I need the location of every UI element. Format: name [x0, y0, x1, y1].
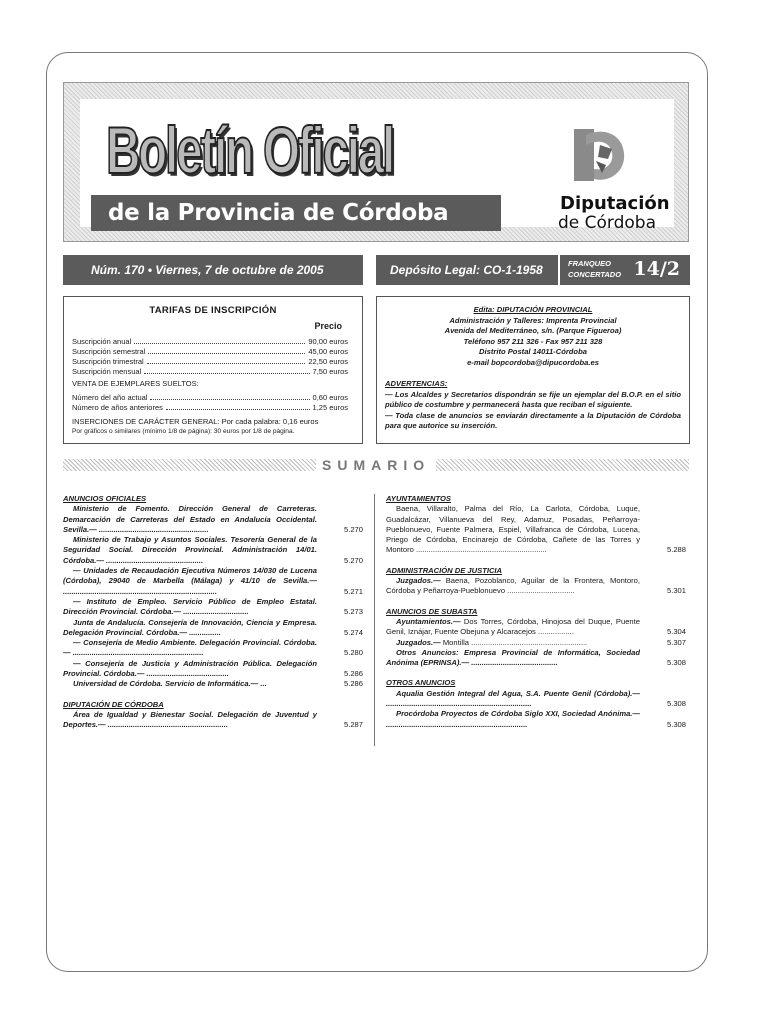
sumario-entry[interactable] — [386, 709, 686, 730]
sumario-entry[interactable] — [63, 659, 363, 680]
entry-text: — Unidades de Recaudación Ejecutiva Números 14/030 de Lucena (Córdoba), 29040 de Marbella (Málaga) y 41/10 de Sevilla.— ......................................................................... — [63, 566, 317, 596]
entry-text: Dos Torres, Córdoba, Hinojosa del Duque, Puente Genil, Iznájar, Fuente Obejuna y Alcaracejos ................. — [386, 616, 640, 637]
rate-label: Número de años anteriores — [72, 403, 163, 412]
rate-label: Suscripción anual — [72, 337, 132, 346]
sumario-entry[interactable] — [386, 504, 686, 555]
sumario-entry[interactable] — [386, 617, 686, 638]
venta-title: VENTA DE EJEMPLARES SUELTOS: — [72, 379, 199, 388]
franqueo-line-2: CONCERTADO — [568, 270, 622, 279]
page-number: 5.274 — [343, 627, 363, 637]
franqueo-code: 14/2 — [633, 258, 680, 280]
sumario-entry[interactable] — [63, 535, 363, 566]
issuer-name: Diputación — [560, 193, 670, 214]
inserciones-note: INSERCIONES DE CARÁCTER GENERAL: Por cada palabra: 0,16 euros — [72, 417, 319, 426]
rate-label: Suscripción semestral — [72, 347, 146, 356]
sumario-entry[interactable] — [386, 689, 686, 710]
rate-row — [72, 367, 348, 377]
entry-text: Procórdoba Proyectos de Córdoba Siglo XXI, Sociedad Anónima.— ................................................................... — [386, 709, 640, 729]
entry-text: Universidad de Córdoba. Servicio de Informática.— ... — [73, 679, 267, 689]
entry-text: Otros Anuncios: Empresa Provincial de Informática, Sociedad Anónima (EPRINSA).— ......................................... — [386, 647, 640, 668]
sumario-entry[interactable] — [63, 638, 363, 659]
page-number: 5.270 — [343, 524, 363, 534]
rate-label: Número del año actual — [72, 393, 148, 402]
section-heading: ANUNCIOS DE SUBASTA — [386, 606, 478, 616]
legal-deposit: Depósito Legal: CO-1-1958 — [376, 255, 558, 285]
sumario-entry[interactable] — [386, 638, 686, 648]
section-heading: ANUNCIOS OFICIALES — [63, 494, 147, 503]
price-header: Precio — [314, 321, 342, 331]
entry-text: Aqualia Gestión Integral del Agua, S.A. Puente Genil (Córdoba).— ..................................................................... — [386, 688, 640, 709]
tarifas-box — [63, 296, 363, 444]
tarifas-title: TARIFAS DE INSCRIPCIÓN — [149, 305, 277, 316]
section-heading: DIPUTACIÓN DE CÓRDOBA — [63, 699, 164, 709]
page-number: 5.280 — [343, 648, 363, 658]
sumario-heading: SUMARIO — [316, 456, 436, 474]
sumario-entry[interactable] — [386, 648, 686, 669]
rate-value: 7,50 euros — [312, 367, 348, 376]
sumario-entry[interactable] — [63, 618, 363, 639]
sumario-entry[interactable] — [63, 710, 363, 731]
entry-lead: Juzgados.— — [396, 637, 441, 647]
publisher-line: Administración y Talleres: Imprenta Provincial — [449, 315, 617, 325]
page-number: 5.271 — [343, 586, 363, 596]
advertencia-item: — Toda clase de anuncios se enviarán directamente a la Diputación de Córdoba para que autorice su inserción. — [385, 410, 681, 430]
rate-row — [72, 403, 348, 413]
page-number: 5.301 — [666, 586, 686, 596]
page-number: 5.304 — [666, 627, 686, 637]
publication-subtitle: de la Provincia de Córdoba — [108, 200, 449, 226]
page-number: 5.307 — [666, 637, 686, 647]
entry-text: Montilla ....................................................... — [440, 637, 588, 647]
rate-row — [72, 393, 348, 403]
publisher-line: Edita: DIPUTACIÓN PROVINCIAL — [473, 305, 593, 314]
rate-value: 45,00 euros — [308, 347, 348, 356]
advertencia-item: — Los Alcaldes y Secretarios dispondrán se fije un ejemplar del B.O.P. en el sitio público de costumbre y permanecerá hasta que reciban el siguiente. — [385, 389, 681, 409]
rate-row — [72, 337, 348, 347]
page-number: 5.308 — [666, 719, 686, 729]
page-number: 5.286 — [343, 679, 363, 689]
issuer-subtitle: de Córdoba — [558, 213, 657, 233]
rate-label: Suscripción mensual — [72, 367, 142, 376]
sumario-entry[interactable] — [386, 576, 686, 597]
rate-row — [72, 347, 348, 357]
section-heading: OTROS ANUNCIOS — [386, 678, 456, 688]
entry-lead: Juzgados.— — [396, 576, 441, 586]
rate-value: 1,25 euros — [312, 403, 348, 412]
entry-text: Baena, Villaralto, Palma del Río, La Carlota, Córdoba, Luque, Guadalcázar, Villanueva del Rey, Adamuz, Posadas, Peñarroya-Pueblonuevo, Fuente Palmera, Espiel, Villafranca de Córdoba, Lucena, Priego de Córdoba, Encinarejo de Córdoba, Cañete de las Torres y Montoro .............................................................. — [386, 504, 640, 555]
rate-value: 22,50 euros — [308, 357, 348, 366]
column-divider — [374, 494, 375, 746]
page-number: 5.270 — [343, 555, 363, 565]
sumario-entry[interactable] — [63, 566, 363, 597]
page-number: 5.286 — [343, 669, 363, 679]
graficos-note: Por gráficos o similares (mínimo 1/8 de página): 30 euros por 1/8 de página. — [72, 428, 295, 435]
publisher-info — [377, 305, 689, 368]
sumario-entry[interactable] — [63, 504, 363, 535]
advertencias — [385, 379, 681, 432]
rate-value: 0,60 euros — [312, 393, 348, 402]
page-number: 5.273 — [343, 607, 363, 617]
entry-text: Ministerio de Trabajo y Asuntos Sociales. Tesorería General de la Seguridad Social. Dirección Provincial. Administración 14/01. Córdoba.— .............................................. — [63, 535, 317, 565]
page-number: 5.308 — [666, 699, 686, 709]
sumario-entry[interactable] — [63, 679, 363, 689]
entry-text: Baena, Pozoblanco, Aguilar de la Frontera, Montoro, Córdoba y Peñarroya-Pueblonuevo ................................ — [386, 576, 640, 596]
section-heading: AYUNTAMIENTOS — [386, 494, 451, 503]
publisher-line: Distrito Postal 14011-Córdoba — [479, 347, 587, 356]
sumario-entry[interactable] — [63, 597, 363, 618]
issue-info: Núm. 170 • Viernes, 7 de octubre de 2005 — [63, 255, 363, 285]
page-number: 5.287 — [343, 720, 363, 730]
entry-text: — Consejería de Medio Ambiente. Delegación Provincial. Córdoba.— .............................................................. — [63, 638, 317, 658]
rate-label: Suscripción trimestral — [72, 357, 144, 366]
entry-text: Junta de Andalucía. Consejería de Innovación, Ciencia y Empresa. Delegación Provincial. Córdoba.— ............... — [63, 617, 317, 637]
entry-text: — Consejería de Justicia y Administración Pública. Delegación Provincial. Córdoba.— ....................................... — [63, 658, 317, 679]
franqueo-box — [560, 255, 690, 285]
publisher-box — [376, 296, 690, 444]
rate-row — [72, 357, 348, 367]
franqueo-label — [568, 258, 621, 280]
publisher-email: e-mail bopcordoba@dipucordoba.es — [467, 357, 599, 367]
sumario-right-column — [386, 494, 686, 730]
page-number: 5.288 — [666, 545, 686, 555]
section-heading: ADMINISTRACIÓN DE JUSTICIA — [386, 565, 503, 575]
advertencias-title: ADVERTENCIAS: — [385, 379, 448, 388]
entry-text: Área de Igualdad y Bienestar Social. Delegación de Juventud y Deportes.— ......................................................... — [63, 709, 317, 730]
entry-text: Ministerio de Fomento. Dirección General de Carreteras. Demarcación de Carreteras del Estado en Andalucía Occidental. Sevilla.— .................................................... — [63, 504, 317, 534]
publisher-line: Teléfono 957 211 326 - Fax 957 211 328 — [463, 336, 603, 346]
rate-value: 90,00 euros — [308, 337, 348, 346]
entry-text: — Instituto de Empleo. Servicio Público de Empleo Estatal. Dirección Provincial. Córdoba.— ............................... — [63, 596, 317, 617]
entry-lead: Ayuntamientos.— — [396, 616, 461, 626]
publisher-line: Avenida del Mediterráneo, s/n. (Parque Figueroa) — [444, 326, 622, 335]
page-number: 5.308 — [666, 658, 686, 668]
publication-title: Boletín Oficial — [106, 113, 394, 187]
sumario-left-column — [63, 494, 363, 731]
diputacion-logo-icon — [572, 125, 628, 185]
franqueo-line-1: FRANQUEO — [568, 259, 611, 268]
